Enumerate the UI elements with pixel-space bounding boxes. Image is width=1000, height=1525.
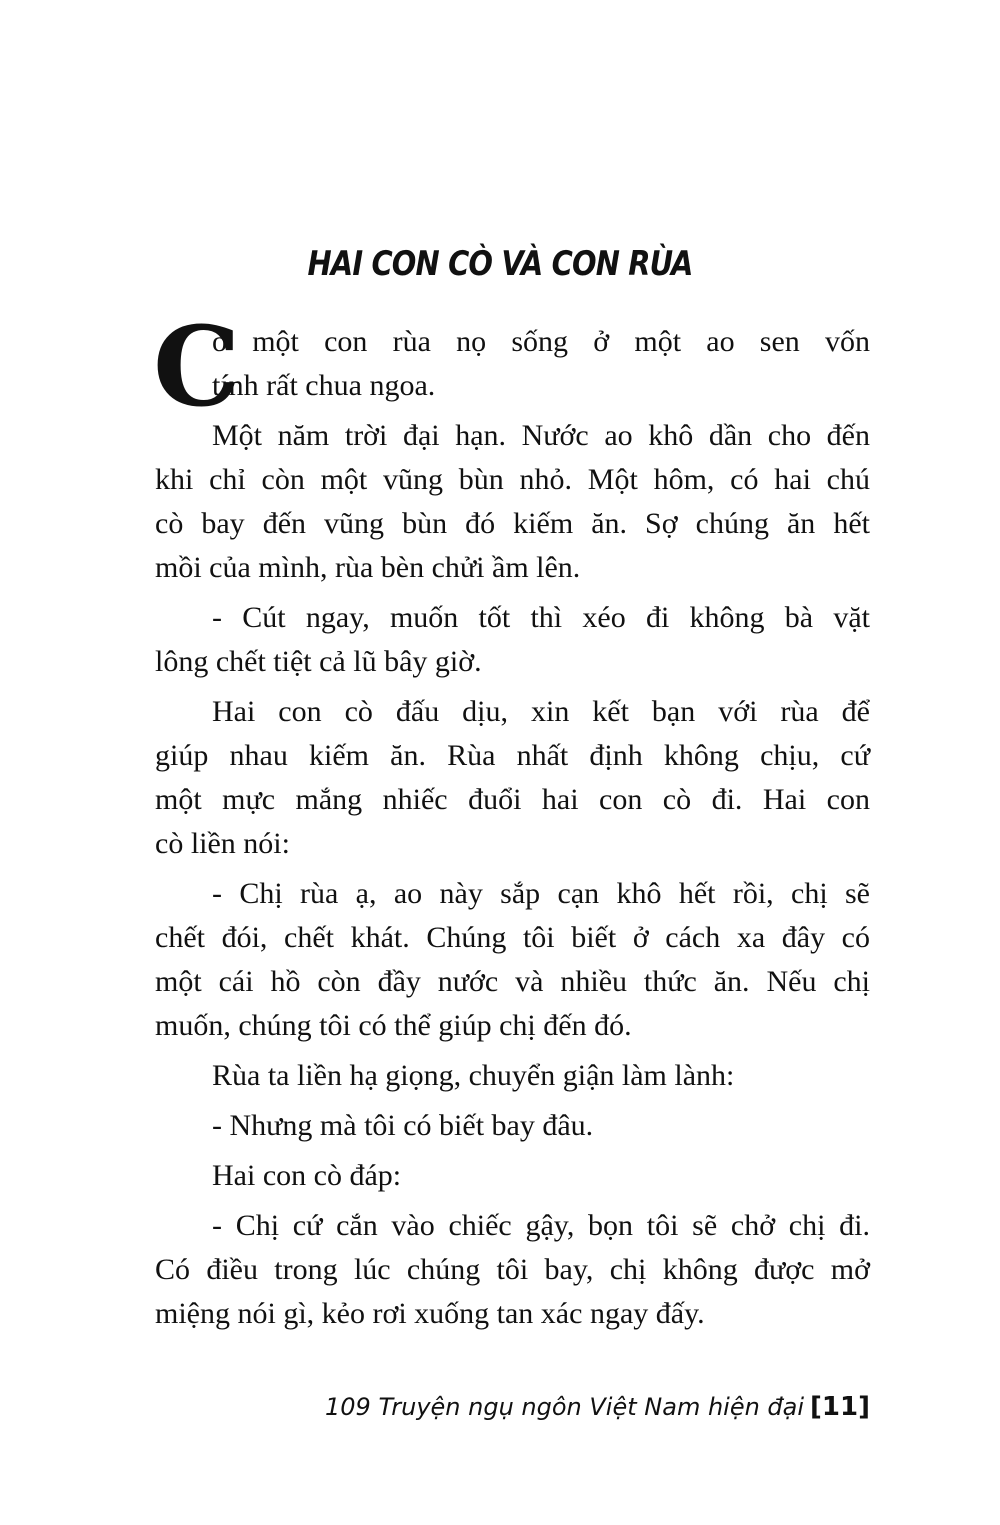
text-line: Rùa ta liền hạ giọng, chuyển giận làm lành:: [212, 1059, 735, 1092]
text-line: một cái hồ còn đầy nước và nhiều thức ăn. Nếu chị: [155, 965, 870, 998]
text-line: cò liền nói:: [155, 827, 290, 860]
story-title: HAI CON CÒ VÀ CON RÙA: [307, 244, 693, 284]
text-line: Hai con cò đấu dịu, xin kết bạn với rùa để: [212, 695, 870, 728]
paragraph: [155, 872, 870, 1048]
text-line: muốn, chúng tôi có thể giúp chị đến đó.: [155, 1009, 632, 1042]
text-line: cò bay đến vũng bùn đó kiếm ăn. Sợ chúng ăn hết: [155, 507, 870, 540]
paragraph: [155, 596, 870, 684]
text-line: khi chỉ còn một vũng bùn nhỏ. Một hôm, có hai chú: [155, 463, 870, 496]
text-line: miệng nói gì, kẻo rơi xuống tan xác ngay đấy.: [155, 1297, 705, 1330]
paragraph: [155, 1054, 870, 1098]
text-line: Có điều trong lúc chúng tôi bay, chị không được mở: [155, 1253, 870, 1286]
text-line: ó một con rùa nọ sống ở một ao sen vốn: [212, 325, 870, 358]
text-line: Một năm trời đại hạn. Nước ao khô dần cho đến: [212, 419, 870, 452]
text-line: mồi của mình, rùa bèn chửi ầm lên.: [155, 551, 581, 584]
text-line: - Chị cứ cắn vào chiếc gậy, bọn tôi sẽ chở chị đi.: [212, 1209, 870, 1242]
page-footer: [325, 1392, 870, 1422]
paragraph: [155, 1204, 870, 1336]
drop-cap: C: [153, 302, 241, 431]
text-line: - Nhưng mà tôi có biết bay đâu.: [212, 1109, 594, 1142]
paragraph: [155, 1104, 870, 1148]
text-line: giúp nhau kiếm ăn. Rùa nhất định không chịu, cứ: [155, 739, 870, 772]
paragraph: [155, 414, 870, 590]
book-title: 109 Truyện ngụ ngôn Việt Nam hiện đại: [325, 1393, 805, 1421]
text-line: Hai con cò đáp:: [212, 1159, 402, 1192]
text-line: - Chị rùa ạ, ao này sắp cạn khô hết rồi, chị sẽ: [212, 877, 870, 910]
page-number: [11]: [810, 1392, 870, 1422]
paragraph: [155, 1154, 870, 1198]
paragraph: [155, 320, 870, 408]
text-line: tính rất chua ngoa.: [212, 369, 436, 402]
text-line: lông chết tiệt cả lũ bây giờ.: [155, 645, 482, 678]
paragraph: [155, 690, 870, 866]
text-line: một mực mắng nhiếc đuổi hai con cò đi. Hai con: [155, 783, 870, 816]
story-body: [153, 302, 870, 1342]
text-line: chết đói, chết khát. Chúng tôi biết ở cách xa đây có: [155, 921, 870, 954]
text-line: - Cút ngay, muốn tốt thì xéo đi không bà vặt: [212, 601, 870, 634]
